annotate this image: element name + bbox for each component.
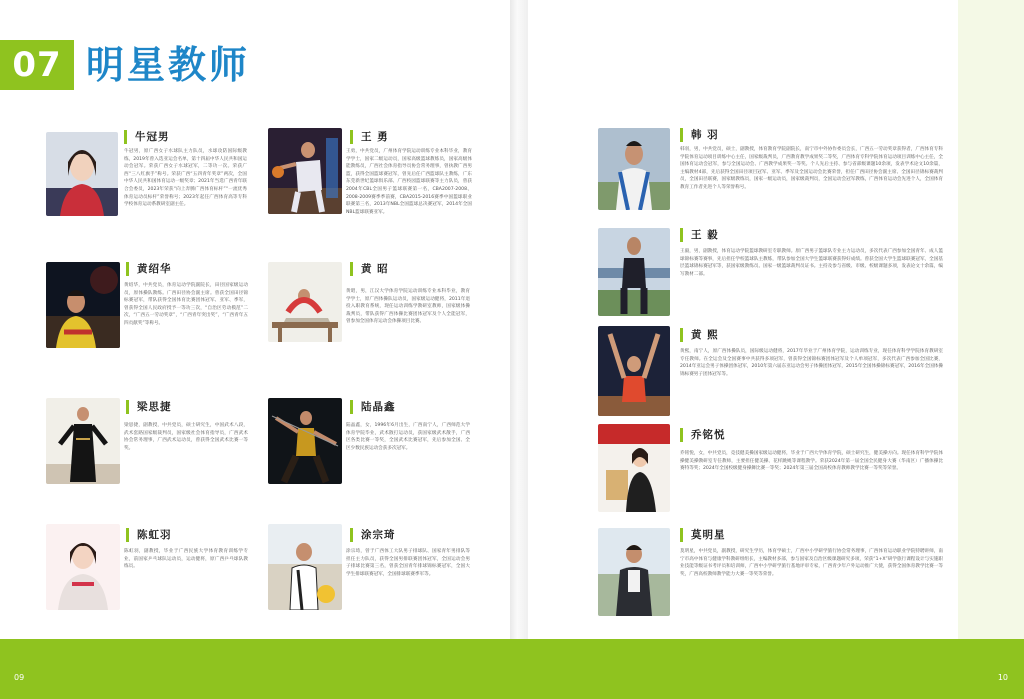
teacher-photo bbox=[268, 398, 342, 484]
teacher-name: 牛冠男 bbox=[124, 130, 170, 144]
teacher-bio: 黄绍华，中共党员，体育运动学院副院长，田径国家级运动员，原体操队教练。广西田径协会副主席。曾获全国田径锦标赛冠军，带队获得全国体育比赛团体冠军、亚军、季军，曾获得全国人民政府授予一等功三次，“自治区劳动模范”二次，“广西五一劳动奖章”，“广西青年突出奖”，“广西青年五四贡献奖”等称号。 bbox=[124, 283, 248, 326]
teacher-bio: 韩羽，男，中共党员，硕士，副教授，体育教育学院副院长，南宁市中外协作委员会长，广西五一劳动奖章获得者，广西体育专科学院体育运动项目训练中心主任，国家级裁判员，广西教育教学成果奖二等奖，广西体育专科学院体育运动项目训练中心主任，全国体育运动会冠军，参与全国运动会、广西教学成果奖一等奖。个人先后主持、参与省部级课题10余项，发表学术论文10余篇，主编教材4部，先后获得全国田径项目冠军、亚军、季军及全国运动会比赛荣誉，担任广西田径协会副主席、全国田径锦标赛裁判员，全国田径联赛，国家级教练员，国家一级运动员，国家级裁判员，全国运动会冠军教练，广西体育运动会先进个人，全国体育教育工作者先进个人等荣誉称号。 bbox=[680, 147, 943, 190]
teacher-photo bbox=[46, 398, 120, 484]
footer-bar bbox=[0, 639, 1024, 699]
teacher-photo bbox=[598, 424, 670, 512]
teacher-name: 乔铭悦 bbox=[680, 428, 726, 442]
teacher-photo bbox=[268, 524, 342, 610]
teacher-name: 黄 熙 bbox=[680, 328, 719, 342]
teacher-photo bbox=[598, 528, 670, 616]
section-title: 明星教师 bbox=[86, 43, 251, 87]
teacher-name: 韩 羽 bbox=[680, 128, 719, 142]
right-decor-band bbox=[958, 0, 1024, 640]
teacher-name: 王 勇 bbox=[350, 130, 389, 144]
section-number: 07 bbox=[0, 40, 74, 90]
teacher-bio: 陆晶鑫，女，1996年6月出生，广西南宁人，广西师范大学体育学院毕业，武术散打运动员，获国家级武术散手，广西区各类比赛一等奖，全国武术比赛冠军，先后参加全国、全区少数民族运动会获多次冠军。 bbox=[346, 423, 470, 451]
teacher-name: 黄 昭 bbox=[350, 262, 389, 276]
page-number-right: 10 bbox=[997, 673, 1008, 682]
teacher-bio: 黄昭，男，江汉大学体育学院运动训练专业本科毕业，教育学学士，原广西体操队运动员，国家级运动健将，2011年退役入职教育系统，现任运动训练学教研室教师，国家级体操裁判员，带队获得广西体操比赛团体冠军及个人全能冠军，曾参加全国体育运动会体操项目比赛。 bbox=[346, 289, 470, 325]
teacher-name: 涂宗琦 bbox=[350, 528, 396, 542]
teacher-photo bbox=[598, 326, 670, 416]
teacher-name: 黄绍华 bbox=[126, 262, 172, 276]
teacher-bio: 莫明星，中共党员，副教授，研究生学历，体育学硕士，广西中小学研学旅行协会常务理事，广西体育运动职业学院特聘讲师，南宁市高中体育与健康学科教研组组长，主编教材多部，参与国家及自治区级课题研究多项，荣获“1+X”研学旅行课程设计与实施职业技能等级证书考评员和培训师，广西中小学研学旅行基地评审专家，广西青少年户外运动推广大使，获得全国体育教学比赛一等奖，广西高校教师教学能力大赛一等奖等荣誉。 bbox=[680, 549, 943, 577]
page-number-left: 09 bbox=[14, 673, 25, 682]
teacher-photo bbox=[46, 132, 118, 216]
teacher-photo bbox=[46, 262, 120, 348]
teacher-bio: 涂宗琦，曾于广西体工大队男子排球队、国家青年男排队等担任主力队员，获得全国男排联赛团体冠军，全国运动会男子排球比赛第三名，曾获全国青年排球锦标赛冠军，全国大学生排球联赛冠军，全国排球联赛季军等。 bbox=[346, 549, 470, 577]
teacher-bio: 乔铭悦，女，中共党员，竞技健美操国家级运动健将，毕业于广西大学体育学院，硕士研究生，健美操方向。现任体育科学学院体操健美操教研室专任教师，主要担任健美操、花样跳绳等课程教学。荣获2024年第一届全国全民健身大赛（华南区）广播体操比赛特等奖；2024年全国校级健身操舞比赛一等奖；2024年第三届全国高校体育教师教学比赛一等奖等荣誉。 bbox=[680, 451, 943, 472]
spread-gutter bbox=[510, 0, 528, 699]
teacher-bio: 王勇，中共党员，广州体育学院运动训练专业本科毕业，教育学学士，国家二级运动员，国家高级篮球教练员，国家高级体能教练员，广西社会体育指导员协会常务理事，曾执教广西男篮，获得全国篮球赛冠军，曾先后任广西篮球队主教练，广东东莞新世纪篮球俱乐部、广西校园篮球联赛等主力队员，曾获2004年CBL全国男子篮球联赛第一名，CBA2007-2008、2008-2009赛季季前赛，CBA2015-2016赛季中国篮球职业联赛第三名，2013年NBL全国篮球总决赛冠军，2014年全国NBL篮球联赛亚军。 bbox=[346, 149, 472, 215]
teacher-bio: 梁思捷，副教授，中共党员，硕士研究生，中国武术八段，武术套路国家级裁判员，国家级社会体育指导员，广西武术协会常务理事，广西武术运动员，曾获得全国武术比赛一等奖。 bbox=[124, 423, 248, 451]
teacher-photo bbox=[598, 128, 670, 210]
teacher-bio: 陈虹羽，副教授，毕业于广西民族大学体育教育训练学专业，前国家乒乓球队运动员，运动健将，原广西乒乓球队教练员。 bbox=[124, 549, 248, 570]
teacher-name: 王 毅 bbox=[680, 228, 719, 242]
teacher-bio: 牛冠男，原广西女子水球队主力队员，水球攻防国际级教练，2019年曾入选亚运会名单，第十四届中华人民共和国运动会冠军。荣获广西女子水球冠军，二等功一次。荣获广西“三八红旗手”称号。荣获广西“五四青年奖章”两次，全国中华人民共和国体育运动一级奖章；2021年当选广西青年联合会委员，2023年荣获“向上奔腾广西体育标杆”“一流优秀体育运动员标杆”荣誉称号；2023年起任广西体育高等专科学校体育运动系教研室副主任。 bbox=[124, 149, 247, 208]
teacher-bio: 黄熙，南宁人，原广西体操队员，国际级运动健将，2017年毕业于广州体育学院，运动训练专业，现任体育科学学院体育教研室专任教师。在全运会及全国赛事中共获得多项冠军，曾获得全国锦标赛团体冠军及个人单项冠军，多次代表广西参加全国比赛，2014年亚运会男子体操团体冠军，2010年第六届东亚运动会男子体操团体冠军，2015年全国体操锦标赛冠军，2016年全国体操锦标赛男子团体冠军等。 bbox=[680, 349, 943, 377]
teacher-photo bbox=[46, 524, 120, 610]
teacher-name: 莫明星 bbox=[680, 528, 726, 542]
teacher-photo bbox=[268, 262, 342, 342]
teacher-photo bbox=[598, 228, 670, 316]
teacher-name: 陈虹羽 bbox=[126, 528, 172, 542]
teacher-name: 陆晶鑫 bbox=[350, 400, 396, 414]
teacher-photo bbox=[268, 128, 342, 214]
teacher-name: 梁思捷 bbox=[126, 400, 172, 414]
teacher-bio: 王毅，男，副教授，体育运动学院篮球教研室专职教师。原广西男子篮球队专业主力运动员，多次代表广西参加全国青年、成人篮球锦标赛等赛事，先后担任学校篮球队主教练，带队参加全国大学生篮球联赛获得好成绩。曾获全国大学生篮球联赛冠军，全国基层篮球锦标赛冠军等，获国家级教练员、国家一级篮球裁判员证书。主持及参与省级、市级、校级课题多项，发表论文十余篇，编写教材二部。 bbox=[680, 249, 943, 277]
